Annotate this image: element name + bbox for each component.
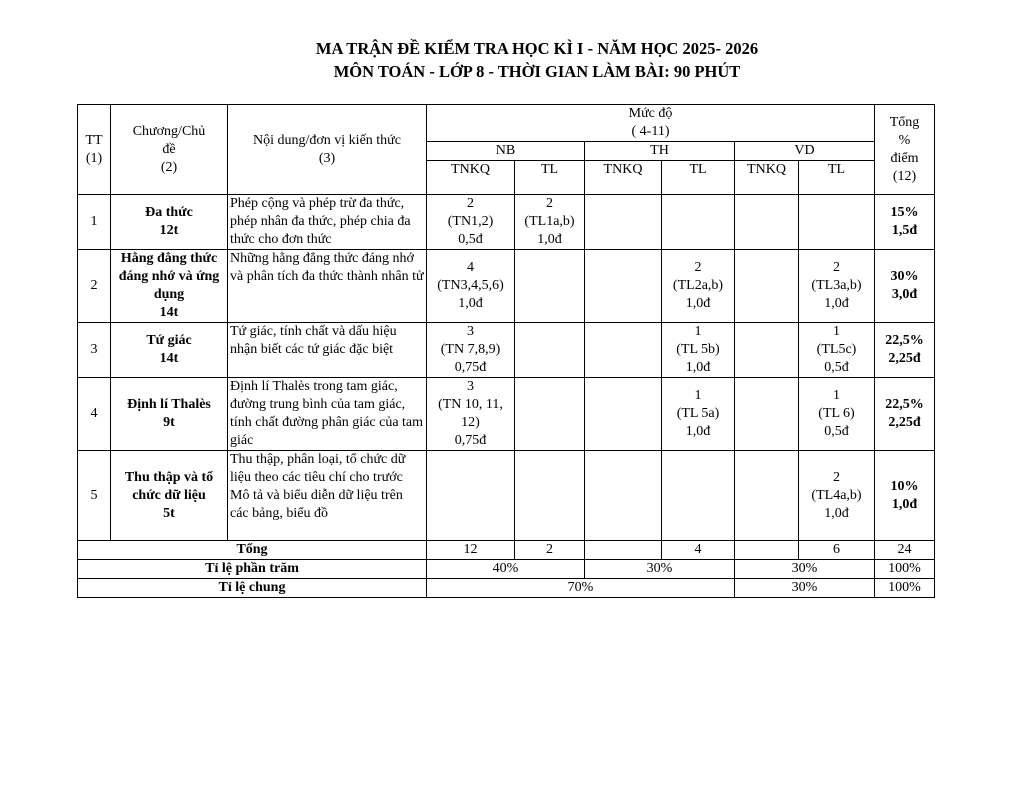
row-chapter: Định lí Thalès 9t — [111, 378, 228, 451]
row-content: Phép cộng và phép trừ đa thức, phép nhân đa thức, phép chia đa thức cho đơn thức — [228, 195, 427, 250]
cell-th-tnkq — [585, 250, 662, 323]
table-row — [78, 378, 935, 451]
header-total: Tổng % điểm (12) — [875, 105, 935, 195]
cell-th-tl: 2 (TL2a,b) 1,0đ — [662, 250, 735, 323]
cell-nb-tl: 2 (TL1a,b) 1,0đ — [515, 195, 585, 250]
totals-nb-tl: 2 — [515, 541, 585, 560]
common-total: 100% — [875, 579, 935, 598]
header-vd-tl: TL — [799, 161, 875, 195]
header-level: Mức độ ( 4-11) — [427, 105, 875, 142]
cell-vd-tnkq — [735, 378, 799, 451]
cell-vd-tnkq — [735, 451, 799, 541]
cell-vd-tnkq — [735, 250, 799, 323]
cell-nb-tl — [515, 451, 585, 541]
cell-nb-tl — [515, 378, 585, 451]
row-chapter: Hằng đẳng thức đáng nhớ và ứng dụng 14t — [111, 250, 228, 323]
cell-vd-tl: 1 (TL5c) 0,5đ — [799, 323, 875, 378]
table-row — [78, 451, 935, 541]
percent-nb: 40% — [427, 560, 585, 579]
row-chapter: Tứ giác 14t — [111, 323, 228, 378]
cell-vd-tl: 2 (TL3a,b) 1,0đ — [799, 250, 875, 323]
header-th: TH — [585, 142, 735, 161]
row-tt: 5 — [78, 451, 111, 541]
cell-th-tnkq — [585, 451, 662, 541]
common-nb-th: 70% — [427, 579, 735, 598]
totals-vd-tnkq — [735, 541, 799, 560]
cell-vd-tl — [799, 195, 875, 250]
header-th-tnkq: TNKQ — [585, 161, 662, 195]
cell-nb-tnkq: 4 (TN3,4,5,6) 1,0đ — [427, 250, 515, 323]
cell-total: 30% 3,0đ — [875, 250, 935, 323]
percent-th: 30% — [585, 560, 735, 579]
cell-nb-tnkq: 3 (TN 10, 11, 12) 0,75đ — [427, 378, 515, 451]
row-tt: 3 — [78, 323, 111, 378]
cell-th-tl: 1 (TL 5b) 1,0đ — [662, 323, 735, 378]
percent-vd: 30% — [735, 560, 875, 579]
percent-row — [78, 560, 935, 579]
totals-row — [78, 541, 935, 560]
common-vd: 30% — [735, 579, 875, 598]
exam-matrix-table — [77, 104, 935, 598]
cell-vd-tl: 1 (TL 6) 0,5đ — [799, 378, 875, 451]
header-vd-tnkq: TNKQ — [735, 161, 799, 195]
row-content: Tứ giác, tính chất và dấu hiệu nhận biết các tứ giác đặc biệt — [228, 323, 427, 378]
cell-th-tnkq — [585, 378, 662, 451]
totals-vd-tl: 6 — [799, 541, 875, 560]
document-subtitle: MÔN TOÁN - LỚP 8 - THỜI GIAN LÀM BÀI: 90 PHÚT — [333, 62, 741, 81]
row-chapter: Đa thức 12t — [111, 195, 228, 250]
header-nb: NB — [427, 142, 585, 161]
totals-total: 24 — [875, 541, 935, 560]
cell-nb-tl — [515, 323, 585, 378]
table-row — [78, 250, 935, 323]
row-tt: 2 — [78, 250, 111, 323]
cell-total: 22,5% 2,25đ — [875, 378, 935, 451]
header-row-1 — [78, 105, 935, 142]
cell-th-tnkq — [585, 323, 662, 378]
cell-nb-tl — [515, 250, 585, 323]
totals-th-tl: 4 — [662, 541, 735, 560]
cell-nb-tnkq: 2 (TN1,2) 0,5đ — [427, 195, 515, 250]
totals-nb-tnkq: 12 — [427, 541, 515, 560]
cell-nb-tnkq — [427, 451, 515, 541]
common-row — [78, 579, 935, 598]
header-nb-tl: TL — [515, 161, 585, 195]
cell-total: 10% 1,0đ — [875, 451, 935, 541]
cell-vd-tnkq — [735, 323, 799, 378]
cell-vd-tl: 2 (TL4a,b) 1,0đ — [799, 451, 875, 541]
row-chapter: Thu thập và tổ chức dữ liệu 5t — [111, 451, 228, 541]
row-tt: 4 — [78, 378, 111, 451]
cell-th-tl — [662, 451, 735, 541]
header-vd: VD — [735, 142, 875, 161]
row-content: Thu thập, phân loại, tổ chức dữ liệu theo các tiêu chí cho trước Mô tả và biểu diễn dữ liệu trên các bảng, biểu đồ — [228, 451, 427, 541]
header-content: Nội dung/đơn vị kiến thức (3) — [228, 105, 427, 195]
common-label: Tỉ lệ chung — [78, 579, 427, 598]
cell-th-tnkq — [585, 195, 662, 250]
cell-total: 15% 1,5đ — [875, 195, 935, 250]
table-row — [78, 195, 935, 250]
table-row — [78, 323, 935, 378]
cell-total: 22,5% 2,25đ — [875, 323, 935, 378]
cell-th-tl: 1 (TL 5a) 1,0đ — [662, 378, 735, 451]
totals-th-tnkq — [585, 541, 662, 560]
percent-total: 100% — [875, 560, 935, 579]
header-tt: TT (1) — [78, 105, 111, 195]
row-content: Định lí Thalès trong tam giác, đường trung bình của tam giác, tính chất đường phân giác của tam giác — [228, 378, 427, 451]
header-chapter: Chương/Chủ đề (2) — [111, 105, 228, 195]
totals-label: Tổng — [78, 541, 427, 560]
document-title: MA TRẬN ĐỀ KIỂM TRA HỌC KÌ I - NĂM HỌC 2025- 2026 — [315, 39, 759, 58]
header-nb-tnkq: TNKQ — [427, 161, 515, 195]
cell-th-tl — [662, 195, 735, 250]
percent-label: Tỉ lệ phần trăm — [78, 560, 427, 579]
header-th-tl: TL — [662, 161, 735, 195]
cell-nb-tnkq: 3 (TN 7,8,9) 0,75đ — [427, 323, 515, 378]
cell-vd-tnkq — [735, 195, 799, 250]
row-tt: 1 — [78, 195, 111, 250]
row-content: Những hằng đẳng thức đáng nhớ và phân tích đa thức thành nhân tử — [228, 250, 427, 323]
